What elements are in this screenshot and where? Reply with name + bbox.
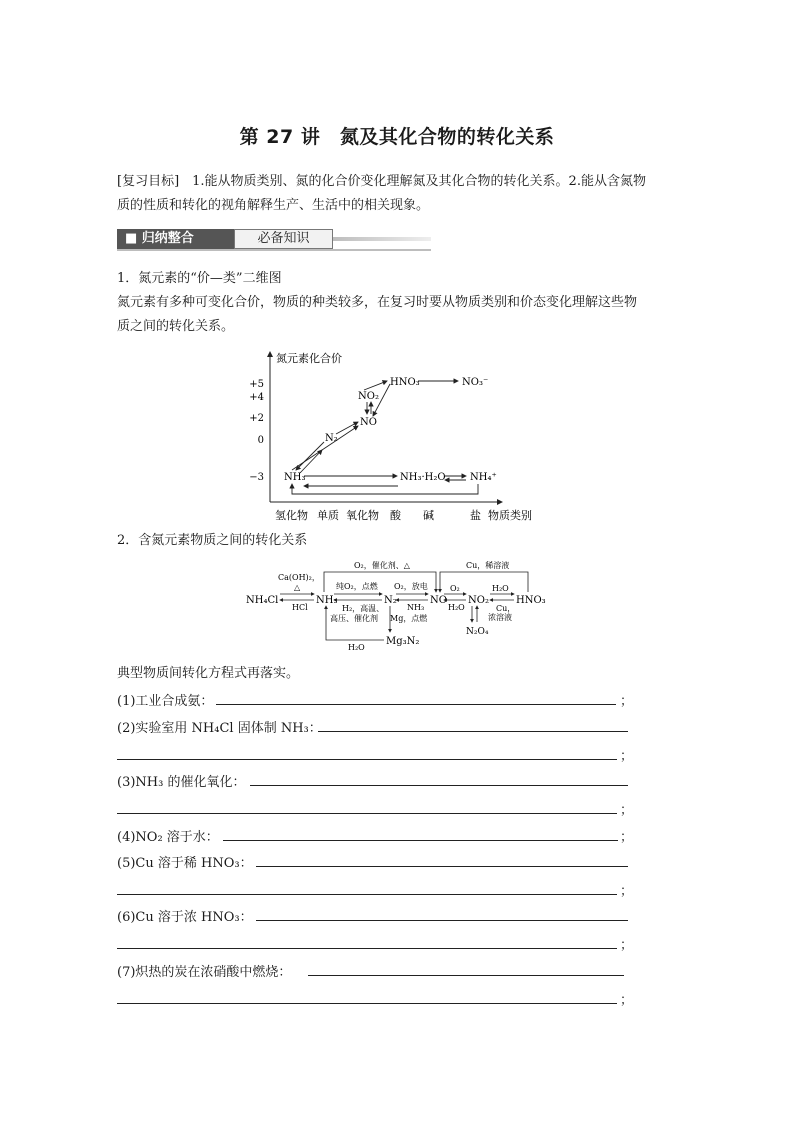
banner-underline <box>117 249 431 251</box>
label-high-pressure-catalyst: 高压、催化剂 <box>330 614 378 623</box>
answer-line-7b[interactable] <box>117 1003 617 1004</box>
review-goals-line2: 质的性质和转化的视角解释生产、生活中的相关现象。 <box>117 198 430 213</box>
x-tick-hydride: 氢化物 <box>275 509 308 522</box>
intro-line: 典型物质间转化方程式再落实。 <box>117 666 300 681</box>
y-tick-plus4: +4 <box>249 392 264 403</box>
semicolon-7: ； <box>620 993 634 1008</box>
answer-line-3b[interactable] <box>117 813 617 814</box>
semicolon-3: ； <box>620 803 634 818</box>
question-6: (6)Cu 溶于浓 HNO₃： <box>117 910 253 925</box>
node-hno3: HNO₃ <box>516 595 546 606</box>
banner-summary-label: ■ 归纳整合 <box>117 229 234 249</box>
question-1: (1)工业合成氨： <box>117 694 214 709</box>
answer-line-6b[interactable] <box>117 948 617 949</box>
y-tick-plus5: +5 <box>249 379 264 390</box>
page-title: 第 27 讲 氮及其化合物的转化关系 <box>239 126 555 148</box>
species-nh3: NH₃ <box>284 472 306 483</box>
banner-decoration <box>333 237 431 241</box>
section1-text2: 质之间的转化关系。 <box>117 319 235 334</box>
label-nh3-small: NH₃ <box>407 603 425 612</box>
label-h2o: H₂O <box>448 603 465 612</box>
x-tick-oxide: 氧化物 <box>346 509 379 522</box>
answer-line-2a[interactable] <box>318 731 628 732</box>
label-mg-ignite: Mg，点燃 <box>390 614 428 623</box>
node-no2: NO₂ <box>468 595 489 606</box>
label-cu-conc2: 浓溶液 <box>488 613 512 622</box>
x-axis-label: 物质类别 <box>488 509 532 522</box>
label-h2o-right: H₂O <box>492 584 509 593</box>
x-tick-element: 单质 <box>317 509 339 522</box>
label-hcl: HCl <box>292 603 308 612</box>
node-mg3n2: Mg₃N₂ <box>386 636 420 647</box>
section1-text1: 氮元素有多种可变化合价，物质的种类较多，在复习时要从物质类别和价态变化理解这些物 <box>117 295 638 310</box>
species-n2: N₂ <box>325 433 338 444</box>
semicolon-1: ； <box>620 694 634 709</box>
label-heat: △ <box>294 583 301 592</box>
answer-line-1[interactable] <box>216 704 616 705</box>
answer-line-3a[interactable] <box>250 785 628 786</box>
node-n2o4: N₂O₄ <box>466 627 489 637</box>
species-nh3h2o: NH₃·H₂O <box>400 472 446 483</box>
valence-class-diagram <box>240 346 560 526</box>
section-banner <box>117 229 431 251</box>
species-no: NO <box>360 417 377 428</box>
section1 <box>117 267 687 339</box>
y-axis-label: 氮元素化合价 <box>276 352 342 365</box>
label-h2-high-temp: H₂，高温、 <box>342 604 385 613</box>
species-hno3: HNO₃ <box>390 377 420 388</box>
nitrogen-conversion-diagram <box>244 558 554 654</box>
question-5: (5)Cu 溶于稀 HNO₃： <box>117 856 253 871</box>
x-tick-base: 碱 <box>423 509 434 522</box>
banner-knowledge-label: 必备知识 <box>234 229 333 249</box>
question-4: (4)NO₂ 溶于水： <box>117 830 219 845</box>
question-2: (2)实验室用 NH₄Cl 固体制 NH₃： <box>117 721 322 736</box>
label-cu-dilute: Cu，稀溶液 <box>466 561 510 570</box>
answer-line-7a[interactable] <box>308 975 624 976</box>
answer-line-5a[interactable] <box>256 866 628 867</box>
y-tick-minus3: −3 <box>249 472 264 483</box>
label-o2-catalyst: O₂，催化剂、△ <box>354 561 410 570</box>
x-tick-salt: 盐 <box>470 509 481 522</box>
node-no: NO <box>430 595 447 606</box>
answer-line-4[interactable] <box>223 840 618 841</box>
question-7: (7)炽热的炭在浓硝酸中燃烧： <box>117 965 292 980</box>
label-o2: O₂ <box>450 584 460 593</box>
label-cu-conc1: Cu， <box>496 604 516 613</box>
section1-heading: 1．氮元素的“价—类”二维图 <box>117 271 282 286</box>
y-tick-0: 0 <box>257 435 264 446</box>
question-3: (3)NH₃ 的催化氧化： <box>117 775 246 790</box>
answer-line-6a[interactable] <box>256 920 628 921</box>
node-nh4cl: NH₄Cl <box>246 595 279 606</box>
semicolon-2: ； <box>620 749 634 764</box>
species-no2: NO₂ <box>358 391 379 402</box>
answer-line-5b[interactable] <box>117 894 617 895</box>
review-goals-line1: [复习目标] 1.能从物质类别、氮的化合价变化理解氮及其化合物的转化关系。2.能从含氮物 <box>117 174 646 189</box>
x-tick-acid: 酸 <box>390 509 401 522</box>
semicolon-5: ； <box>620 884 634 899</box>
semicolon-4: ； <box>620 830 634 845</box>
label-pure-o2: 纯O₂，点燃 <box>336 582 378 591</box>
y-tick-plus2: +2 <box>249 413 264 424</box>
label-h2o-bottom: H₂O <box>348 643 365 652</box>
answer-line-2b[interactable] <box>117 759 617 760</box>
section2-heading: 2．含氮元素物质之间的转化关系 <box>117 533 308 548</box>
label-o2-spark: O₂，放电 <box>394 582 428 591</box>
semicolon-6: ； <box>620 938 634 953</box>
review-goals <box>117 170 687 218</box>
label-caoh2: Ca(OH)₂， <box>278 573 320 582</box>
node-nh3: NH₃ <box>316 595 338 606</box>
node-n2: N₂ <box>384 595 397 606</box>
species-no3: NO₃⁻ <box>462 377 489 388</box>
species-nh4: NH₄⁺ <box>470 472 497 483</box>
